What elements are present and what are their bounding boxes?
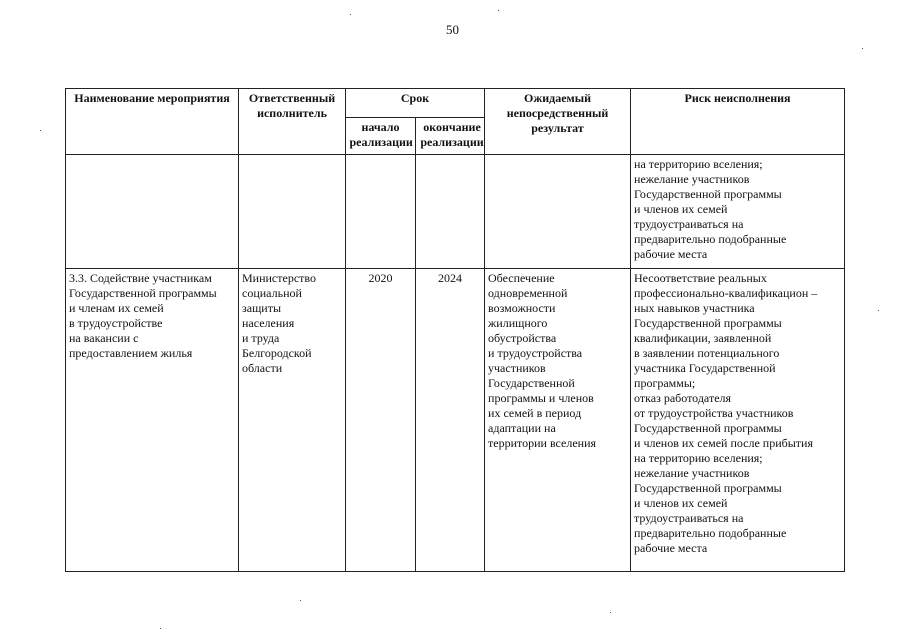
row2-name: 3.3. Содействие участникам Государственной программы и членам их семей в трудоустройстве на вакансии с предоставлением жилья bbox=[66, 269, 239, 572]
header-term-end: окончание реализации bbox=[416, 118, 485, 155]
scan-speck bbox=[300, 600, 301, 601]
row2-end: 2024 bbox=[416, 269, 485, 572]
header-term-start: начало реализации bbox=[346, 118, 416, 155]
scan-speck bbox=[862, 48, 863, 49]
scan-speck bbox=[878, 310, 879, 311]
table-row bbox=[66, 269, 845, 572]
row1-result bbox=[485, 155, 631, 269]
row1-name bbox=[66, 155, 239, 269]
row2-risk: Несоответствие реальных профессионально-квалификацион – ных навыков участника Государственной программы квалификации, заявленной в заявлении потенциального участника Государственной программы; отказ работодателя от трудоустройства участников Государственной программы и членов их семей после прибытия на территорию вселения; нежелание участников Государственной программы и членов их семей трудоустраиваться на предварительно подобранные рабочие места bbox=[631, 269, 845, 572]
measures-table bbox=[65, 88, 845, 572]
table-row bbox=[66, 155, 845, 269]
row2-responsible: Министерство социальной защиты населения и труда Белгородской области bbox=[239, 269, 346, 572]
row2-result: Обеспечение одновременной возможности жилищного обустройства и трудоустройства участников Государственной программы и членов их семей в период адаптации на территории вселения bbox=[485, 269, 631, 572]
header-name: Наименование мероприятия bbox=[66, 89, 239, 155]
scan-speck bbox=[40, 130, 41, 131]
header-term: Срок bbox=[346, 89, 485, 118]
row2-start: 2020 bbox=[346, 269, 416, 572]
header-responsible: Ответственный исполнитель bbox=[239, 89, 346, 155]
header-result: Ожидаемый непосредственный результат bbox=[485, 89, 631, 155]
scan-speck bbox=[160, 628, 161, 629]
scan-speck bbox=[350, 14, 351, 15]
scan-speck bbox=[498, 10, 499, 11]
row1-responsible bbox=[239, 155, 346, 269]
page-number: 50 bbox=[446, 22, 459, 37]
header-risk: Риск неисполнения bbox=[631, 89, 845, 155]
row1-start bbox=[346, 155, 416, 269]
row1-risk: на территорию вселения; нежелание участников Государственной программы и членов их семей трудоустраиваться на предварительно подобранные рабочие места bbox=[631, 155, 845, 269]
scan-speck bbox=[610, 612, 611, 613]
row1-end bbox=[416, 155, 485, 269]
